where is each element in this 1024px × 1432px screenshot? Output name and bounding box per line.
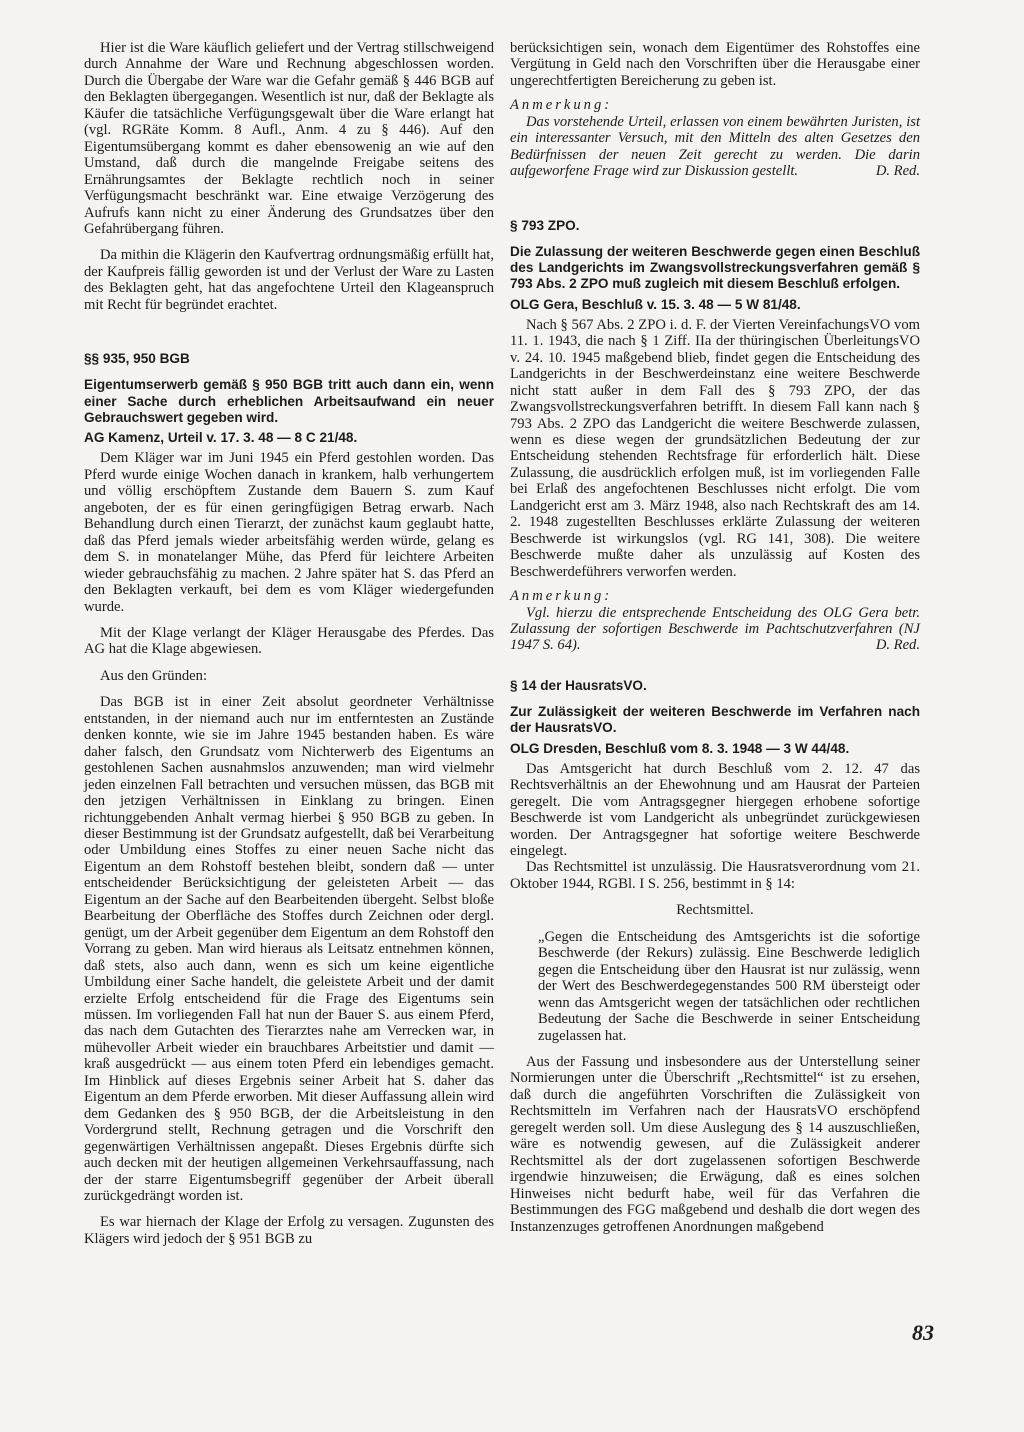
section-headline: Eigentumserwerb gemäß § 950 BGB tritt auch dann ein, wenn einer Sache durch erheblichen Arbeitsaufwand ein neuer Gebrauchswert gegeben wird. — [84, 377, 494, 426]
paragraph: Aus den Gründen: — [100, 667, 208, 684]
paragraph: Dem Kläger war im Juni 1945 ein Pferd gestohlen worden. Das Pferd wurde einige Wochen danach in krankem, halb verhungertem und völlig erschöpftem Zustande dem Bauern S. zum Kauf angeboten, der es für einen geringfügigen Betrag erwarb. Nach Behandlung durch einen Tierarzt, der zunächst kaum geglaubt hatte, daß das Pferd jemals wieder arbeitsfähig werden würde, gelang es dem S. in monatelanger Mühe, das Pferd für leichtere Arbeiten wieder gebrauchsfähig zu machen. 2 Jahre später hat S. das Pferd an den Beklagten verkauft, bei dem es vom Kläger wiedergefunden wurde. — [84, 450, 494, 615]
paragraph: Da mithin die Klägerin den Kaufvertrag ordnungsmäßig erfüllt hat, der Kaufpreis fällig geworden ist und der Verlust der Ware zu Lasten des Beklagten geht, hat das angefochtene Urteil den Klageanspruch mit Recht für begründet erachtet. — [84, 247, 494, 313]
paragraph: berücksichtigen sein, wonach dem Eigentümer des Rohstoffes eine Vergütung in Geld nach den Vorschriften über die Herausgabe einer ungerechtfertigten Bereicherung zu geben ist. — [510, 40, 920, 89]
editor-signature: D. Red. — [875, 637, 920, 654]
quote-title: Rechtsmittel. — [676, 902, 754, 919]
annotation-text: Vgl. hierzu die entsprechende Entscheidung des OLG Gera betr. Zulassung der sofortigen Beschwerde im Pachtschutzverfahren (NJ 1947 S. 64). D. Red. — [510, 604, 920, 654]
section-heading: §§ 935, 950 BGB — [84, 351, 190, 367]
section-heading: § 14 der HausratsVO. — [510, 677, 647, 693]
paragraph: Mit der Klage verlangt der Kläger Herausgabe des Pferdes. Das AG hat die Klage abgewiesen. — [84, 625, 494, 658]
annotation-label: Anmerkung: — [510, 97, 613, 114]
section-headline: Zur Zulässigkeit der weiteren Beschwerde im Verfahren nach der HausratsVO. — [510, 703, 920, 736]
paragraph: Das Rechtsmittel ist unzulässig. Die Hausratsverordnung vom 21. Oktober 1944, RGBl. I S. 256, bestimmt in § 14: — [510, 859, 920, 892]
annotation-text: Das vorstehende Urteil, erlassen von einem bewährten Juristen, ist ein interessanter Versuch, mit den Mitteln des alten Gesetzes den Bedürfnissen der neuen Zeit gerecht zu werden. Die darin aufgeworfene Frage wird zur Diskussion gestellt. D. Red. — [510, 113, 920, 180]
left-column — [84, 40, 494, 1247]
paragraph: Das BGB ist in einer Zeit absolut geordneter Verhältnisse entstanden, in der niemand auch nur im entferntesten an Zustände denken konnte, wie sie im Jahre 1945 bestanden haben. Es wäre daher falsch, den Grundsatz vom Nichterwerb des Eigentums an gestohlenen Sachen ausnahmslos anzuwenden; man wird vielmehr jeden einzelnen Fall betrachten und versuchen müssen, das BGB mit den jetzigen Verhältnissen in Einklang zu bringen. Einen richtunggebenden Anhalt vermag hierbei § 950 BGB zu geben. In dieser Bestimmung ist der Grundsatz aufgestellt, daß bei Verarbeitung oder Umbildung eines Stoffes zu einer neuen Sache nicht das Eigentum an dem Rohstoff bestehen bleibt, sondern daß — unter entscheidender Berücksichtigung der geleisteten Arbeit — das Eigentum an der Sache auf den Bearbeitenden übergeht. Selbst bloße Bearbeitung der Oberfläche des Stoffes durch Zeichnen oder dergl. genügt, um der Arbeit gegenüber dem Eigentum an dem Rohstoff den Vorrang zu geben. Man wird hieraus als Leitsatz entnehmen können, daß stets, also auch dann, wenn es sich um keine eigentliche Umbildung einer Sache handelt, die geleistete Arbeit und der damit erzielte Erfolg entscheidend für die Frage des Eigentums sein müssen. Im vorliegenden Fall hat nun der Bauer S. aus einem Pferd, das nach dem Gutachten des Tierarztes nahe am Verrecken war, in mühevoller Arbeit wieder ein brauchbares Arbeitstier und damit — kraß ausgedrückt — aus einem toten Pferd ein lebendiges gemacht. Im Hinblick auf dieses Ergebnis seiner Arbeit hat S. daher das Eigentum an dem Pferde erworben. Mit dieser Auffassung allein wird dem Gedanken des § 950 BGB, der die Arbeitsleistung in den Vordergrund stellt, Rechnung getragen und die Vorschrift den gegenwärtigen Verhältnissen angepaßt. Dieses Ergebnis dürfte sich auch decken mit der heutigen allgemeinen Verkehrsauffassung, nach der der starre Eigentumsbegriff gegenüber der Arbeit überall zurückgedrängt worden ist. — [84, 694, 494, 1204]
section-heading: § 793 ZPO. — [510, 217, 580, 233]
paragraph: Aus der Fassung und insbesondere aus der Unterstellung seiner Normierungen unter die Überschrift „Rechtsmittel“ ist zu ersehen, daß durch die angeführten Vorschriften die Zulässigkeit von Rechtsmitteln im Verfahren nach der HausratsVO erschöpfend geregelt werden soll. Um diese Auslegung des § 14 auszuschließen, wäre es notwendig gewesen, auf die Zulässigkeit anderer Rechtsmittel als der dort zugelassenen sofortigen Beschwerde irgendwie hinzuweisen; die Erwägung, daß es eines solchen Hinweises nicht bedurft habe, weil für das Verfahren die Bestimmungen des FGG maßgebend und deshalb die dort wegen des Instanzenzuges getroffenen Anordnungen maßgebend — [510, 1053, 920, 1235]
section-headline: Die Zulassung der weiteren Beschwerde gegen einen Beschluß des Landgerichts im Zwangsvollstreckungsverfahren gemäß § 793 Abs. 2 ZPO muß zugleich mit diesem Beschluß erfolgen. — [510, 243, 920, 292]
right-column — [510, 40, 920, 1235]
paragraph: Das Amtsgericht hat durch Beschluß vom 2. 12. 47 das Rechtsverhältnis an der Ehewohnung und am Hausrat der Parteien geregelt. Die vom Antragsgegner hiergegen erhobene sofortige Beschwerde ist vom Landgericht als unbegründet zurückgewiesen worden. Der Antragsgegner hat sofortige weitere Beschwerde eingelegt. — [510, 760, 920, 859]
editor-signature: D. Red. — [875, 163, 920, 180]
statute-quote: „Gegen die Entscheidung des Amtsgerichts ist die sofortige Beschwerde (der Rekurs) zulässig. Eine Beschwerde lediglich gegen die Entscheidung über den Hausrat ist nur zulässig, wenn der Wert des Beschwerdegegenstandes 500 RM übersteigt oder wenn das Amtsgericht wegen der tatsächlichen oder rechtlichen Bedeutung der Sache die Beschwerde in seiner Entscheidung zugelassen hat. — [538, 928, 920, 1044]
court-citation: AG Kamenz, Urteil v. 17. 3. 48 — 8 C 21/48. — [84, 430, 358, 446]
court-citation: OLG Gera, Beschluß v. 15. 3. 48 — 5 W 81/48. — [510, 296, 801, 312]
page-number: 83 — [912, 1320, 934, 1345]
paragraph: Es war hiernach der Klage der Erfolg zu versagen. Zugunsten des Klägers wird jedoch der § 951 BGB zu — [84, 1214, 494, 1247]
annotation-label: Anmerkung: — [510, 588, 613, 605]
paragraph: Hier ist die Ware käuflich geliefert und der Vertrag stillschweigend durch Annahme der Ware und Rechnung abgeschlossen worden. Durch die Übergabe der Ware war die Gefahr gemäß § 446 BGB auf den Beklagten übergegangen. Wesentlich ist nur, daß der Beklagte als Käufer die tatsächliche Verfügungsgewalt über die Ware erlangt hat (vgl. RGRäte Komm. 8 Aufl., Anm. 4 zu § 446). Auf den Eigentumsübergang kommt es daher ebensowenig an wie auf den Umstand, daß durch die mangelnde Freigabe seitens des Ernährungsamtes der Beklagte rechtlich noch in seiner Verfügungsmacht beschränkt war. Eine etwaige Verzögerung des Aufrufs kann nicht zu einer Änderung des Grundsatzes über den Gefahrübergang führen. — [84, 40, 494, 237]
paragraph: Nach § 567 Abs. 2 ZPO i. d. F. der Vierten VereinfachungsVO vom 11. 1. 1943, die nach § 1 Ziff. IIa der thüringischen ÜberleitungsVO v. 24. 10. 1945 maßgebend blieb, findet gegen die Entscheidung des Landgerichts in der Beschwerdeinstanz eine weitere Beschwerde nicht statt außer in dem Fall des § 793 ZPO, der das Zwangsvollstreckungsverfahren betrifft. In diesem Fall kann nach § 793 Abs. 2 ZPO das Landgericht die weitere Beschwerde zulassen, wenn es diese wegen der grundsätzlichen Bedeutung der zur Entscheidung stehenden Rechtsfrage für erforderlich hält. Diese Zulassung, die ausdrücklich erfolgen muß, ist im vorliegenden Falle bei Erlaß des angefochtenen Beschlusses nicht erfolgt. Die vom Landgericht erst am 3. März 1948, also nach Rechtskraft des am 14. 2. 1948 zugestellten Beschlusses erklärte Zulassung der weiteren Beschwerde ist wirkungslos (vgl. RG 141, 308). Die weitere Beschwerde mußte daher als unzulässig auf Kosten des Beschwerdeführers verworfen werden. — [510, 316, 920, 580]
court-citation: OLG Dresden, Beschluß vom 8. 3. 1948 — 3 W 44/48. — [510, 740, 850, 756]
